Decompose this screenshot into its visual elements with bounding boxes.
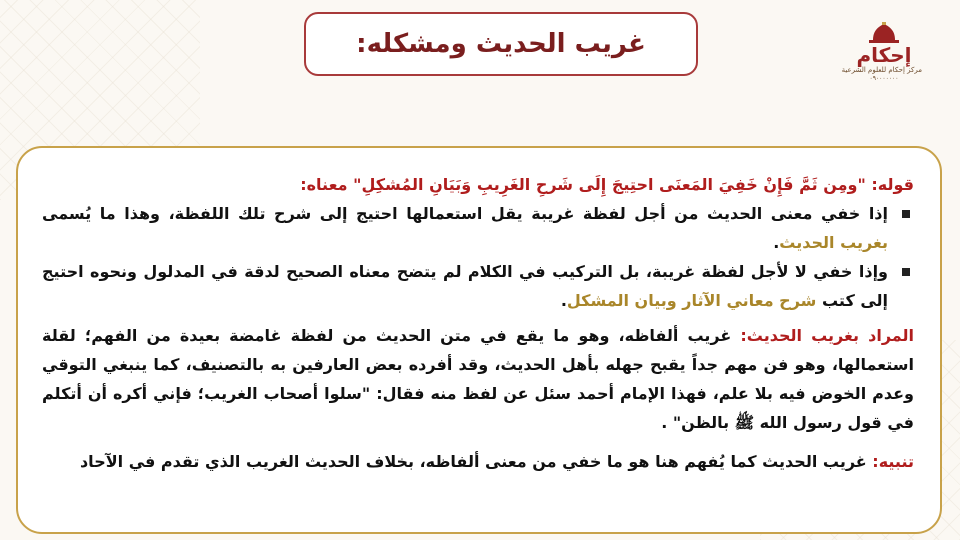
bullet-1-end: . [773, 233, 780, 252]
bullet-2-text: وإذا خفي لا لأجل لفظة غريبة، بل التركيب في الكلام لم يتضح معناه الصحيح لدقة في المدلول ونحوه احتيج إلى كتب [42, 262, 888, 310]
bullet-list [42, 199, 914, 315]
logo [841, 22, 922, 102]
quote-meaning: معناه: [300, 175, 348, 194]
list-item [42, 257, 914, 315]
meaning-label: المراد بغريب الحديث: [740, 326, 914, 345]
logo-phone: ٠٩٠٠٠٠٠٠٠ [869, 75, 899, 82]
square-bullet-icon [902, 210, 910, 218]
mosque-dome-icon [867, 22, 901, 44]
slide-title: غريب الحديث ومشكله: [356, 29, 646, 59]
content-box [16, 146, 942, 534]
logo-name: إحكام [856, 43, 912, 67]
meaning-text: غريب ألفاظه، وهو ما يقع في متن الحديث من لفظة غامضة بعيدة من الفهم؛ لقلة استعمالها، وهو فن مهم جداً يقبح جهله بأهل الحديث، وقد أفرده بعض العارفين به بالتصنيف، كما ينبغي التوقي وعدم الخوض فيه بلا علم، فهذا الإمام أحمد سئل عن لفظ منه فقال: "سلوا أصحاب الغريب؛ فإني أكره أن أتكلم في قول رسول الله ﷺ بالظن" . [42, 326, 914, 432]
square-bullet-icon [902, 268, 910, 276]
meaning-paragraph [42, 321, 914, 437]
slide-title-box [304, 12, 698, 76]
note-paragraph [42, 447, 914, 476]
bullet-2-end: . [560, 291, 567, 310]
quote-line [42, 170, 914, 199]
quote-label: قوله: [871, 175, 914, 194]
logo-subtitle: مركز إحكام للعلوم الشرعية [841, 66, 922, 74]
bullet-1-term: بغريب الحديث [779, 233, 888, 252]
note-label: تنبيه: [872, 452, 914, 471]
note-text: غريب الحديث كما يُفهم هنا هو ما خفي من معنى ألفاظه، بخلاف الحديث الغريب الذي تقدم في الآحاد [79, 452, 867, 471]
list-item [42, 199, 914, 257]
quote-text: "ومِن ثَمَّ فَإِنْ خَفِيَ المَعنَى احتِيجَ إِلَى شَرحِ الغَرِيبِ وَبَيَانِ المُشكِلِ" [353, 175, 866, 194]
bullet-1-text: إذا خفي معنى الحديث من أجل لفظة غريبة يقل استعمالها احتيج إلى شرح تلك اللفظة، وهذا ما يُسمى [42, 204, 888, 223]
bullet-2-term: شرح معاني الآثار وبيان المشكل [566, 291, 817, 310]
